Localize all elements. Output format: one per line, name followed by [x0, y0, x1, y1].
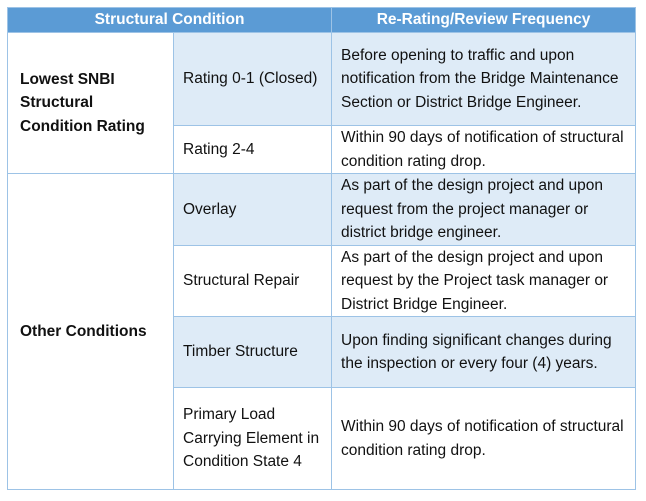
header-row	[8, 8, 636, 33]
frequency-cell: Upon finding significant changes during the inspection or every four (4) years.	[332, 317, 636, 388]
group-label: Lowest SNBI Structural Condition Rating	[8, 33, 174, 174]
group-label: Other Conditions	[8, 174, 174, 490]
table-row	[8, 33, 636, 126]
header-rerating-frequency: Re-Rating/Review Frequency	[332, 8, 636, 33]
condition-cell: Rating 0-1 (Closed)	[174, 33, 332, 126]
frequency-cell: As part of the design project and upon request by the Project task manager or District Bridge Engineer.	[332, 245, 636, 317]
frequency-cell: Before opening to traffic and upon notification from the Bridge Maintenance Section or District Bridge Engineer.	[332, 33, 636, 126]
condition-cell: Rating 2-4	[174, 126, 332, 174]
header-structural-condition: Structural Condition	[8, 8, 332, 33]
frequency-table	[7, 7, 636, 490]
frequency-cell: Within 90 days of notification of structural condition rating drop.	[332, 126, 636, 174]
frequency-cell: Within 90 days of notification of structural condition rating drop.	[332, 388, 636, 490]
condition-cell: Timber Structure	[174, 317, 332, 388]
condition-cell: Structural Repair	[174, 245, 332, 317]
frequency-cell: As part of the design project and upon request from the project manager or district bridge engineer.	[332, 174, 636, 246]
condition-cell: Overlay	[174, 174, 332, 246]
table-row	[8, 174, 636, 246]
condition-cell: Primary Load Carrying Element in Condition State 4	[174, 388, 332, 490]
